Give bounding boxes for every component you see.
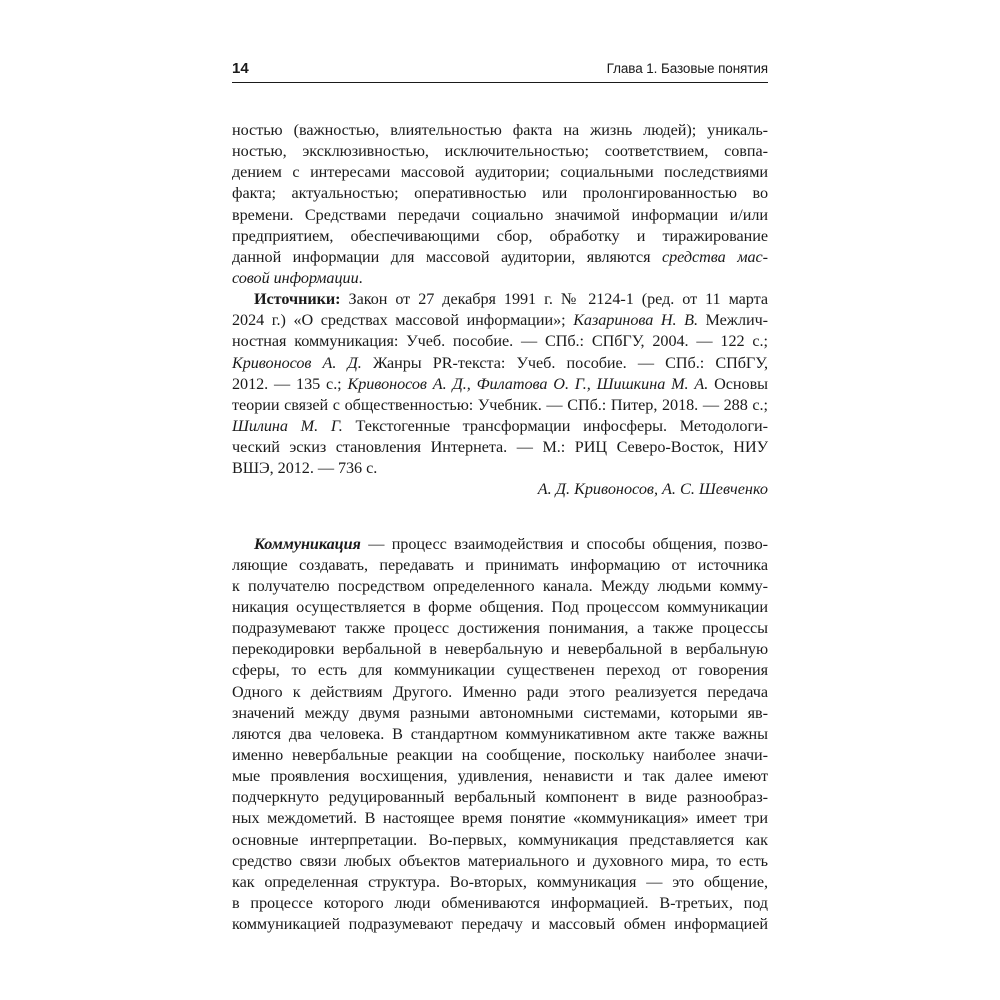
- text-line: дением с интересами массовой аудитории; социальными последствиями: [232, 163, 768, 182]
- text-line: времени. Средствами передачи социально значимой информации и/или: [232, 205, 768, 224]
- sources-label: Источники:: [254, 290, 341, 309]
- entry-line: мые проявления восхищения, удивления, ненависти и так далее имеют: [232, 767, 768, 786]
- text-run: Закон от 27 декабря 1991 г. № 2124-1 (ред. от 11 марта: [340, 290, 768, 309]
- text-run: Жанры PR-текста: Учеб. пособие. — СПб.: СПбГУ,: [361, 353, 768, 372]
- sources-line: [232, 416, 768, 437]
- author-name: Шилина М. Г.: [232, 416, 343, 435]
- text-run: .: [358, 268, 363, 287]
- text-run: Основы: [708, 374, 768, 393]
- chapter-title: Глава 1. Базовые понятия: [606, 61, 768, 76]
- author-name: Кривоносов А. Д.: [232, 353, 362, 372]
- text-line: [232, 268, 768, 289]
- text-run: 2024 г.) «О средствах массовой информации»;: [232, 311, 574, 330]
- text-line: факта; актуальностью; оперативностью или пролонгированностью во: [232, 184, 768, 203]
- entry-line: Одного к действиям Другого. Именно ради этого реализуется передача: [232, 682, 768, 701]
- text-run: Текстогенные трансформации инфосферы. Методологи-: [342, 416, 768, 435]
- entry-line: перекодировки вербальной в невербальную и невербальной в вербальную: [232, 640, 768, 659]
- entry-line: подчеркнуто редуцированный вербальный компонент в виде разнообраз-: [232, 788, 768, 807]
- italic-term: средства мас-: [661, 247, 768, 266]
- entry-line: в процессе которого люди обмениваются информацией. В-третьих, под: [232, 893, 768, 912]
- entry-line: к получателю посредством определенного канала. Между людьми комму-: [232, 576, 768, 595]
- sources-line: [232, 289, 768, 310]
- entry-line: значений между двумя разными автономными системами, которыми яв-: [232, 703, 768, 722]
- italic-term: совой информации: [232, 268, 359, 287]
- sources-line: [232, 310, 768, 331]
- section-gap: [232, 501, 768, 534]
- text-run: 2012. — 135 с.;: [232, 374, 348, 393]
- entry-line: ляются два человека. В стандартном коммуникативном акте также важны: [232, 724, 768, 743]
- entry-authors: А. Д. Кривоносов, А. С. Шевченко: [537, 480, 768, 499]
- book-page: [232, 60, 768, 935]
- sources-line: [232, 374, 768, 395]
- entry-line: сферы, то есть для коммуникации существенен переход от говорения: [232, 661, 768, 680]
- body-text: [232, 120, 768, 935]
- page-number: 14: [232, 60, 249, 77]
- entry-line: подразумевают также процесс достижения понимания, а также процессы: [232, 619, 768, 638]
- text-run: данной информации для массовой аудитории, являются: [232, 247, 662, 266]
- sources-line: ВШЭ, 2012. — 736 с.: [232, 459, 378, 478]
- text-run: Межлич-: [697, 311, 769, 330]
- entry-line: никация осуществляется в форме общения. Под процессом коммуникации: [232, 597, 768, 616]
- entry-term: Коммуникация: [254, 534, 361, 553]
- entry-line: ных междометий. В настоящее время понятие «коммуникация» имеет три: [232, 809, 768, 828]
- entry-line: [232, 534, 768, 555]
- text-line: [232, 247, 768, 268]
- running-head: [232, 60, 768, 83]
- sources-line: ностная коммуникация: Учеб. пособие. — СПб.: СПбГУ, 2004. — 122 с.;: [232, 332, 768, 351]
- author-name: Казаринова Н. В.: [573, 311, 698, 330]
- entry-line: коммуникацией подразумевают передачу и массовый обмен информацией: [232, 915, 768, 934]
- text-run: — процесс взаимодействия и способы общения, позво-: [360, 534, 768, 553]
- author-name: Кривоносов А. Д., Филатова О. Г., Шишкина М. А.: [347, 374, 709, 393]
- entry-line: средство связи любых объектов материального и духовного мира, то есть: [232, 851, 768, 870]
- text-line: предприятием, обеспечивающими сбор, обработку и тиражирование: [232, 226, 768, 245]
- entry-line: именно невербальные реакции на сообщение, поскольку наиболее значи-: [232, 745, 768, 764]
- entry-line: основные интерпретации. Во-первых, коммуникация представляется как: [232, 830, 768, 849]
- sources-line: ческий эскиз становления Интернета. — М.: РИЦ Северо-Восток, НИУ: [232, 438, 768, 457]
- sources-line: теории связей с общественностью: Учебник. — СПб.: Питер, 2018. — 288 с.;: [232, 395, 768, 414]
- text-line: ностью (важностью, влиятельностью факта на жизнь людей); уникаль-: [232, 121, 768, 139]
- text-line: ностью, эксклюзивностью, исключительностью; соответствием, совпа-: [232, 142, 768, 161]
- sources-line: [232, 353, 768, 374]
- entry-line: ляющие создавать, передавать и принимать информацию от источника: [232, 555, 768, 574]
- entry-line: как определенная структура. Во-вторых, коммуникация — это общение,: [232, 872, 768, 891]
